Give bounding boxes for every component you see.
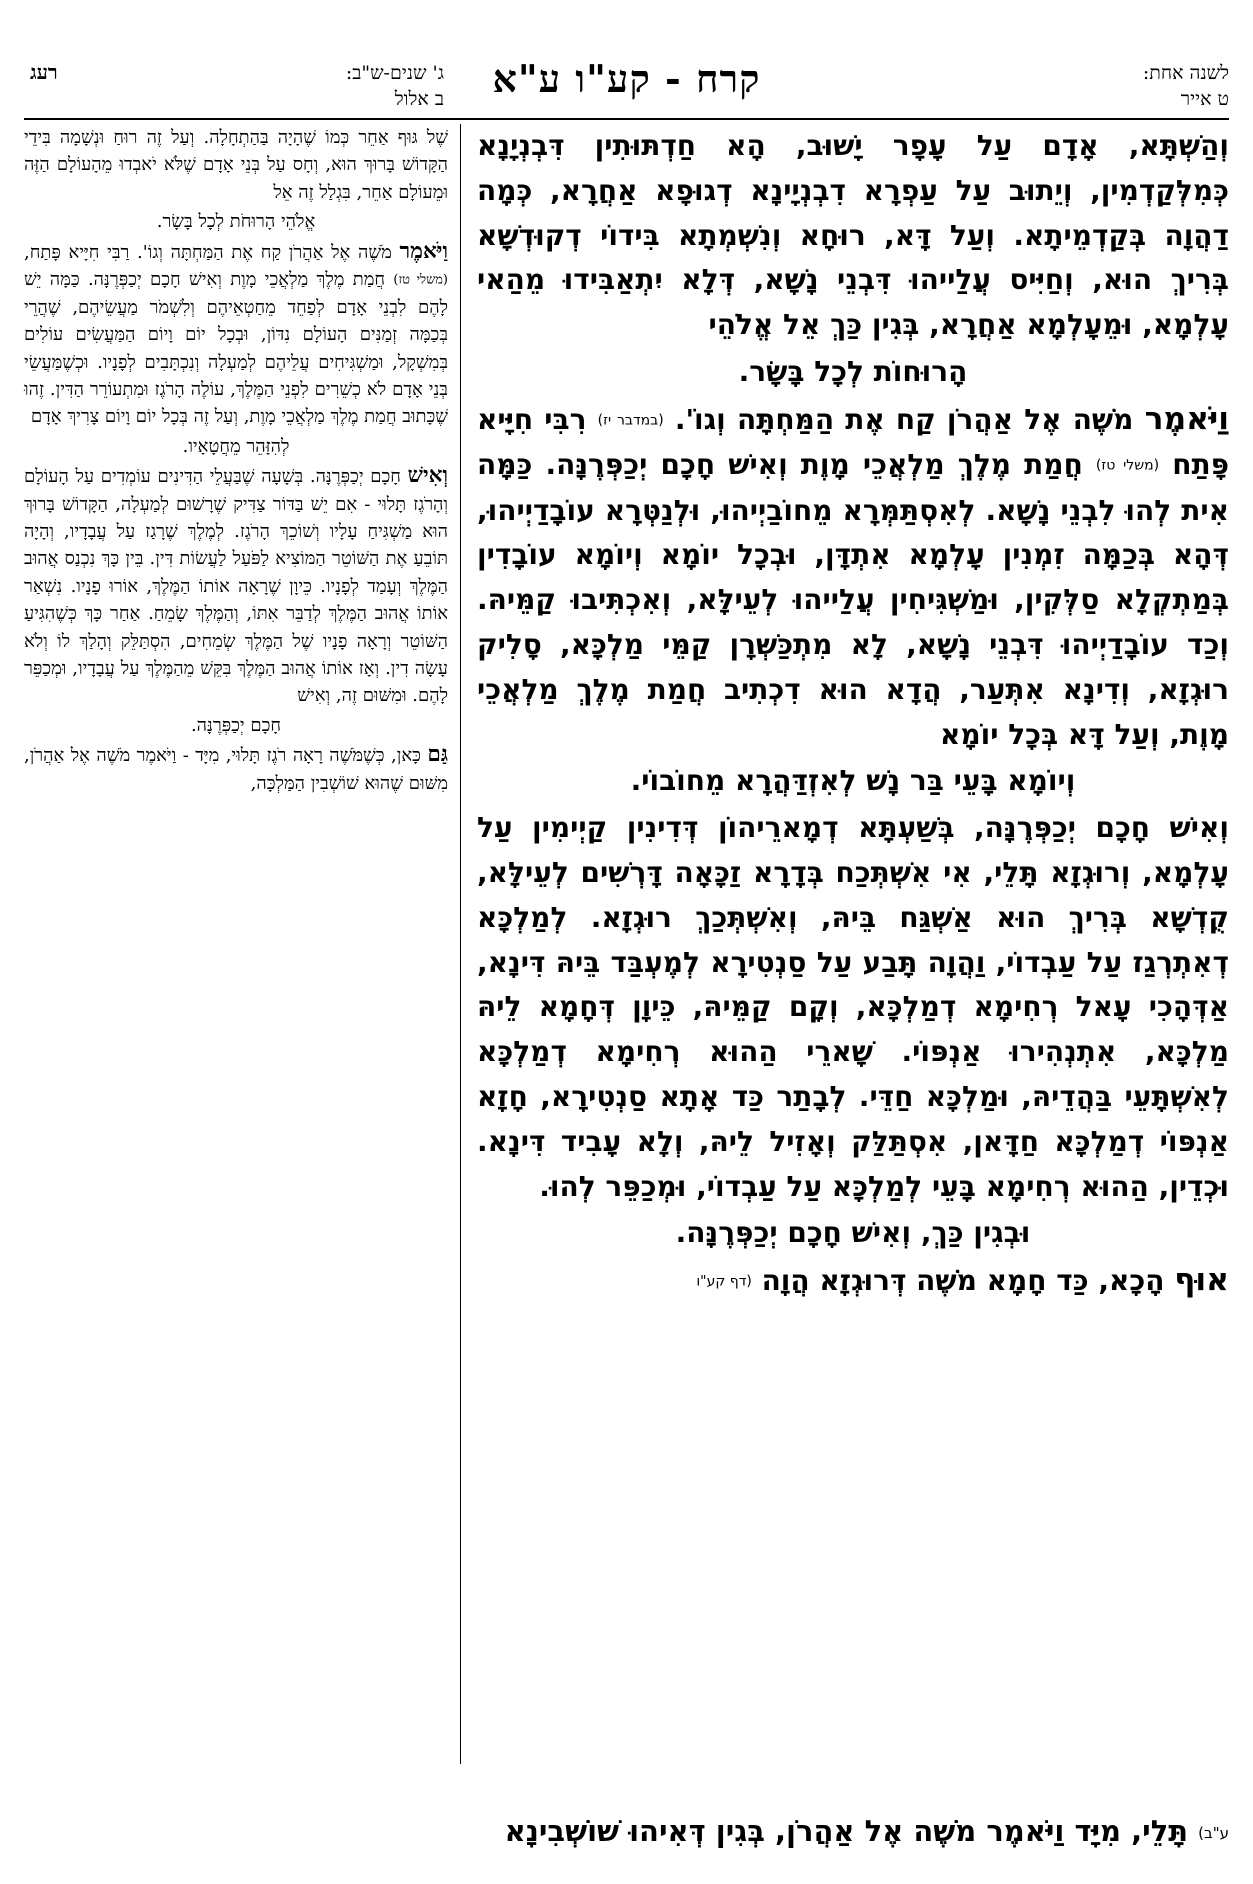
main-p2-text-1: מֹשֶׁה אֶל אַהֲרֹן קַח אֶת הַמַּחְתָּה וְגוֹ'.: [674, 402, 1134, 436]
side-s2-text-2: חֲמַת מֶלֶךְ מַלְאֲכֵי מָוֶת וְאִישׁ חָכָם יְכַפְּרֶנָּה. כַּמָּה יֵשׁ לָהֶם לִבְנֵי אָדָם לְפַחֵד מֵחַטְאֵיהֶם וְלִשְׁמֹר מַעֲשֵׂיהֶם, שֶׁהֲרֵי בְּכַמָּה זְמַנִּים הָעוֹלָם נִדּוֹן, וּבְכָל יוֹם וָיוֹם הַמַּעֲשִׂים עוֹלִים בְּמִשְׁקָל, וּמַשְׁגִּיחִים עֲלֵיהֶם לְמַעְלָה וְנִכְתָּבִים לְפָנָיו. וּכְשֶׁמַּעֲשֵׂי בְּנֵי אָדָם לֹא כְשֵׁרִים לִפְנֵי הַמֶּלֶךְ, עוֹלֶה הָרֹגֶז וּמִתְעוֹרֵר הַדִּין. זֶהוּ שֶׁכָּתוּב חֲמַת מֶלֶךְ מַלְאֲכֵי מָוֶת, וְעַל זֶה בְּכָל יוֹם וָיוֹם צָרִיךְ אָדָם: [24, 269, 448, 428]
side-paragraph-3-end: חָכָם יְכַפְּרֶנָּה.: [190, 714, 282, 736]
page-header: [24, 56, 1229, 120]
main-p4-lead-word: אוּף: [1174, 1262, 1229, 1299]
side-s3-text: חָכָם יְכַפְּרֶנָּה. בְּשָׁעָה שֶׁבַּעֲלֵי הַדִּינִים עוֹמְדִים עַל הָעוֹלָם וְהָרֹגֶז תָּלוּי - אִם יֵשׁ בַּדּוֹר צַדִּיק שֶׁרָשׁוּם לְמַעְלָה, הַקָּדוֹשׁ בָּרוּךְ הוּא מַשְׁגִּיחַ עָלָיו וְשׁוֹכֵךְ הָרֹגֶז. לְמֶלֶךְ שֶׁרָגַז עַל עֲבָדָיו, וְהָיָה תּוֹבֵעַ אֶת הַשּׁוֹטֵר הַמּוֹצִיא לַפֹּעַל לַעֲשׂוֹת דִּין. בֵּין כָּךְ נִכְנַס אֲהוּב הַמֶּלֶךְ וְעָמַד לְפָנָיו. כֵּיוָן שֶׁרָאָה אוֹתוֹ הַמֶּלֶךְ, אוֹרוּ פָנָיו. נִשְׁאַר אוֹתוֹ אֲהוּב הַמֶּלֶךְ לְדַבֵּר אִתּוֹ, וְהַמֶּלֶךְ שָׂמֵחַ. אַחַר כָּךְ כְּשֶׁהִגִּיעַ הַשּׁוֹטֵר וְרָאָה פָנָיו שֶׁל הַמֶּלֶךְ שְׂמֵחִים, הִסְתַּלֵּק וְהָלַךְ לוֹ וְלֹא עָשָׂה דִין. וְאָז אוֹתוֹ אֲהוּב הַמֶּלֶךְ בִּקֵּשׁ מֵהַמֶּלֶךְ עַל עֲבָדָיו, וּמְכַפֵּר לָהֶם. וּמִשּׁוּם זֶה, וְאִישׁ: [24, 466, 448, 707]
main-paragraph-3-end: וּבְגִין כַּךְ, וְאִישׁ חָכָם יְכַפְּרֶנָּה.: [675, 1216, 1031, 1250]
main-p3-body: וְאִישׁ חָכָם יְכַפְּרֶנָּה, בְּשַׁעְתָּא דְמָארֵיהוֹן דְּדִינִין קַיְימִין עַל עָלְמָא, וְרוּגְזָא תָּלֵי, אִי אִשְׁתְּכַח בְּדָרָא זַכָּאָה דָּרְשִׁים לְעֵילָּא, קֻדְשָׁא בְּרִיךְ הוּא אַשְׁגַּח בֵּיהּ, וְאִשְׁתְּכַךְ רוּגְזָא. לְמַלְכָּא דְאִתְרְגַז עַל עַבְדוֹי, וַהֲוָה תָּבַע עַל סַנְטִירָא לְמֶעְבַּד בֵּיהּ דִּינָא, אַדְּהָכִי עָאל רְחִימָא דְמַלְכָּא, וְקָם קַמֵּיהּ, כֵּיוָן דְּחָמָא לֵיהּ מַלְכָּא, אִתְנְהִירוּ אַנְפּוֹי. שָׁארֵי הַהוּא רְחִימָא דְמַלְכָּא לְאִשְׁתָּעֵי בַּהֲדֵיהּ, וּמַלְכָּא חַדֵּי. לְבָתַר כַּד אָתָא סַנְטִירָא, חָזָא אַנְפּוֹי דְמַלְכָּא חַדָּאן, אִסְתַּלַּק וְאָזִיל לֵיהּ, וְלָא עָבִיד דִּינָא. וּכְדֵין, הַהוּא רְחִימָא בָּעֵי לְמַלְכָּא עַל עַבְדוֹי, וּמְכַפֵּר לְהוּ.: [477, 811, 1229, 1203]
column-divider: [460, 124, 461, 1764]
main-p2-citation-2: (משלי טז): [1095, 457, 1160, 474]
main-paragraph-2-end: וְיוֹמָא בָּעֵי בַּר נָשׁ לְאִזְדַּהֲרָא מֵחוֹבוֹי.: [630, 764, 1076, 798]
main-text-column: [477, 124, 1229, 1305]
side-s1-body: שֶׁל גּוּף אַחֵר כְּמוֹ שֶׁהָיָה בַּהַתְחָלָה. וְעַל זֶה רוּחַ וּנְשָׁמָה בִּידֵי הַקָּדוֹשׁ בָּרוּךְ הוּא, וְחָס עַל בְּנֵי אָדָם שֶׁלֹּא יֹאבְדוּ מֵהָעוֹלָם הַזֶּה וּמֵעוֹלָם אַחֵר, בִּגְלַל זֶה אֵל: [24, 127, 448, 203]
three-year-label: ג' שנים-ש"ב:: [345, 62, 444, 84]
main-p2-text-3: חֲמַת מֶלֶךְ מַלְאֲכֵי מָוֶת וְאִישׁ חָכָם יְכַפְּרֶנָּה. כַּמָּה אִית לְהוּ לִבְנֵי נָשָׁא. לְאִסְתַּמְּרָא מֵחוֹבַיְיהוּ, וּלְנַטְּרָא עוֹבָדַיְיהוּ, דְּהָא בְּכַמָּה זִמְנִין עָלְמָא אִתְדָּן, וּבְכָל יוֹמָא וְיוֹמָא עוֹבָדִין בְּמַתְקְלָא סַלְּקִין, וּמַשְׁגִּיחִין עֲלַייהוּ לְעֵילָּא, וְאִכְתִּיבוּ קַמֵּיהּ. וְכַד עוֹבָדַיְיהוּ דִּבְנֵי נָשָׁא, לָא מִתְכַּשְּׁרָן קַמֵּי מַלְכָּא, סָלִיק רוּגְזָא, וְדִינָא אִתְּעַר, הֲדָא הוּא דִכְתִיב חֲמַת מֶלֶךְ מַלְאֲכֵי מָוֶת, וְעַל דָּא בְּכָל יוֹמָא: [477, 448, 1229, 751]
main-p2-citation-1: (במדבר יז): [597, 412, 664, 429]
page-number: רעג: [30, 60, 58, 84]
side-s2-citation: (משלי טז): [393, 272, 448, 288]
header-divider: [24, 118, 1229, 120]
three-year-date: ב אלול: [394, 88, 444, 110]
side-paragraph-1-end: אֱלֹהֵי הָרוּחֹת לְכָל בָּשָׂר.: [156, 211, 316, 233]
main-paragraph-4: [477, 1258, 1229, 1304]
side-paragraph-2: [24, 238, 448, 431]
side-s4-text: כָּאן, כְּשֶׁמֹּשֶׁה רָאָה רֹגֶז תָּלוּי, מִיָּד - וַיֹּאמֶר מֹשֶׁה אֶל אַהֲרֹן, מִשּׁוּם שֶׁהוּא שׁוֹשְׁבִין הַמַּלְכָּה,: [24, 745, 448, 794]
main-paragraph-2: [477, 397, 1229, 758]
main-p4-citation: (דף קע"ו: [696, 1273, 752, 1290]
one-year-date: ט אייר: [1180, 88, 1229, 110]
bottom-citation: ע"ב): [1198, 1824, 1229, 1842]
main-p2-text-2: רִבִּי חִיָּיא פָּתַח: [477, 402, 1229, 482]
main-p4-text: הָכָא, כַּד חָמָא מֹשֶׁה דְּרוּגְזָא הֲוָה: [761, 1264, 1165, 1298]
side-s3-lead-word: וְאִישׁ: [407, 463, 448, 489]
main-paragraph-3: [477, 806, 1229, 1209]
bottom-full-width-line: [24, 1808, 1229, 1856]
main-p1-body: וְהַשְׁתָּא, אָדָם עַל עָפָר יָשׁוּב, הָא חַדְתּוּתִין דִּבְנְיָנָא כְּמִלְּקַדְמִין, וְיֵתוּב עַל עַפְרָא דִבְנְיָינָא דְגוּפָא אַחֲרָא, כְּמָה דַהֲוָה בְּקַדְמֵיתָא. וְעַל דָּא, רוּחָא וְנִשְׁמְתָא בִּידוֹי דְקוּדְשָׁא בְּרִיךְ הוּא, וְחַיִּיס עֲלַייהוּ דִּבְנֵי נָשָׁא, דְּלָא יִתְאַבִּידוּ מֵהַאי עָלְמָא, וּמֵעָלְמָא אַחֲרָא, בְּגִין כַּךְ אֵל אֱלֹהֵי: [477, 129, 1229, 342]
translation-column: [24, 124, 448, 797]
one-year-label: לשנה אחת:: [1142, 62, 1229, 84]
side-s2-text-1: מֹשֶׁה אֶל אַהֲרֹן קַח אֶת הַמַּחְתָּה וְגוֹ'. רַבִּי חִיָּיא פָּתַח,: [24, 241, 392, 263]
page-title: קרח - קע"ו ע"א: [492, 56, 761, 101]
bottom-text: תָּלֵי, מִיָּד וַיֹּאמֶר מֹשֶׁה אֶל אַהֲרֹן, בְּגִין דְּאִיהוּ שׁוֹשְׁבִינָא: [504, 1814, 1189, 1848]
side-paragraph-1: [24, 124, 448, 206]
side-paragraph-3: [24, 462, 448, 710]
side-paragraph-4: [24, 741, 448, 797]
side-paragraph-2-end: לְהִזָּהֵר מֵחֲטָאָיו.: [182, 435, 290, 457]
side-s4-lead-word: גַּם: [427, 742, 448, 768]
main-p2-lead-word: וַיֹּאמֶר: [1144, 400, 1229, 437]
main-paragraph-1-end: הָרוּחוֹת לְכָל בָּשָׂר.: [738, 354, 968, 388]
side-s2-lead-word: וַיֹּאמֶר: [399, 238, 448, 264]
main-paragraph-1: [477, 124, 1229, 348]
